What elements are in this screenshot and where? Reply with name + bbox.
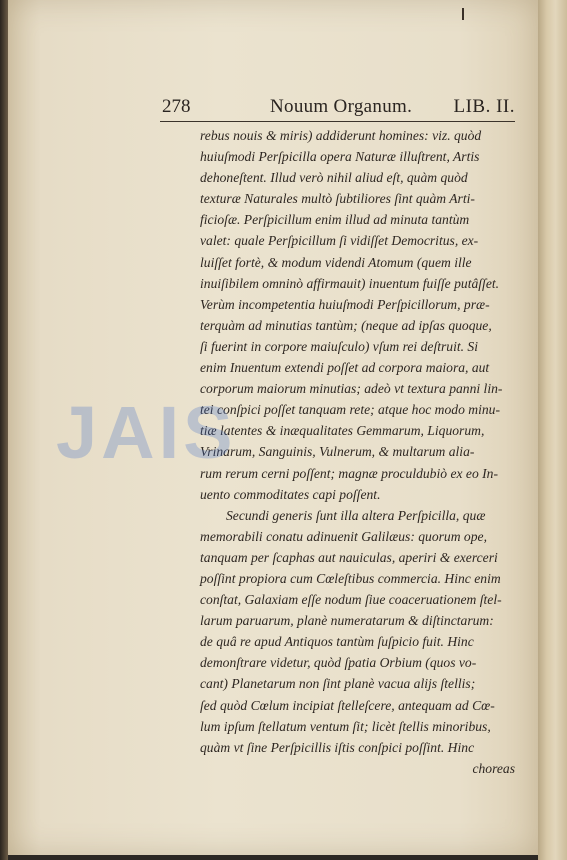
- catchword: choreas: [472, 760, 515, 776]
- text-line: luiſſet fortè, & modum videndi Atomum (quem ille: [200, 254, 472, 270]
- text-line: tei conſpici poſſet tanquam rete; atque hoc modo minu-: [200, 402, 501, 418]
- text-line: texturæ Naturales multò ſubtiliores ſint quàm Arti-: [200, 191, 475, 207]
- facing-page-edge: [538, 0, 567, 860]
- text-line: ſed quòd Cœlum incipiat ſtelleſcere, antequam ad Cœ-: [200, 697, 495, 713]
- text-line: Verùm incompetentia huiuſmodi Perſpicillorum, præ-: [200, 296, 490, 312]
- text-line: conſtat, Galaxiam eſſe nodum ſiue coaceruationem ſtel-: [200, 592, 502, 608]
- text-line: memorabili conatu adinuenit Galilæus: quorum ope,: [200, 528, 487, 544]
- paragraph-start-line: Secundi generis ſunt illa altera Perſpicilla, quæ: [226, 507, 486, 523]
- text-line: larum paruarum, planè numeratarum & diſtinctarum:: [200, 613, 494, 629]
- text-line: de quâ re apud Antiquos tantùm ſuſpicio fuit. Hinc: [200, 634, 474, 650]
- text-line: demonſtrare videtur, quòd ſpatia Orbium (quos vo-: [200, 655, 477, 671]
- text-line: ficioſæ. Perſpicillum enim illud ad minuta tantùm: [200, 212, 470, 228]
- running-title: Nouum Organum.: [270, 96, 413, 117]
- text-line: tanquam per ſcaphas aut nauiculas, aperiri & exerceri: [200, 549, 498, 565]
- text-line: valet: quale Perſpicillum ſi vidiſſet Democritus, ex-: [200, 233, 479, 249]
- text-line: enim Inuentum extendi poſſet ad corpora maiora, aut: [200, 360, 490, 376]
- text-line: ſi fuerint in corpore maiuſculo) vſum rei deſtruit. Si: [200, 338, 479, 354]
- text-line: poſſint propiora cum Cœleſtibus commercia. Hinc enim: [200, 570, 501, 586]
- book-label: LIB. II.: [453, 96, 515, 117]
- running-head: [160, 96, 515, 120]
- text-line: rebus nouis & miris) addiderunt homines: viz. quòd: [200, 128, 482, 143]
- ink-mark: [462, 8, 464, 20]
- text-line: Vrinarum, Sanguinis, Vulnerum, & multarum alia-: [200, 444, 475, 460]
- text-line: tiæ latentes & inæqualitates Gemmarum, Liquorum,: [200, 423, 485, 439]
- text-line: lum ipſum ſtellatum ventum ſit; licèt ſtellis minoribus,: [200, 718, 491, 734]
- text-line: inuiſibilem omninò affirmauit) inuentum fuiſſe putâſſet.: [200, 275, 500, 291]
- header-rule: [160, 121, 515, 122]
- watermark: JAIS: [56, 391, 237, 474]
- text-line: quàm vt ſine Perſpicillis iſtis conſpici poſſint. Hinc: [200, 739, 475, 755]
- text-line: corporum maiorum minutias; adeò vt textura panni lin-: [200, 381, 503, 397]
- text-line: cant) Planetarum non ſint planè vacua alijs ſtellis;: [200, 676, 476, 692]
- text-line: uento commoditates capi poſſent.: [200, 486, 381, 502]
- page-number: 278: [162, 96, 191, 117]
- text-line: dehoneſtent. Illud verò nihil aliud eſt, quàm quòd: [200, 170, 468, 186]
- text-line: terquàm ad minutias tantùm; (neque ad ipſas quoque,: [200, 317, 492, 333]
- text-line: rum rerum cerni poſſent; magnæ proculdubiò ex eo In-: [200, 465, 499, 481]
- book-spine-shadow: [0, 0, 8, 860]
- body-text: [200, 125, 515, 779]
- text-line: huiuſmodi Perſpicilla opera Naturæ illuſtrent, Artis: [200, 149, 480, 165]
